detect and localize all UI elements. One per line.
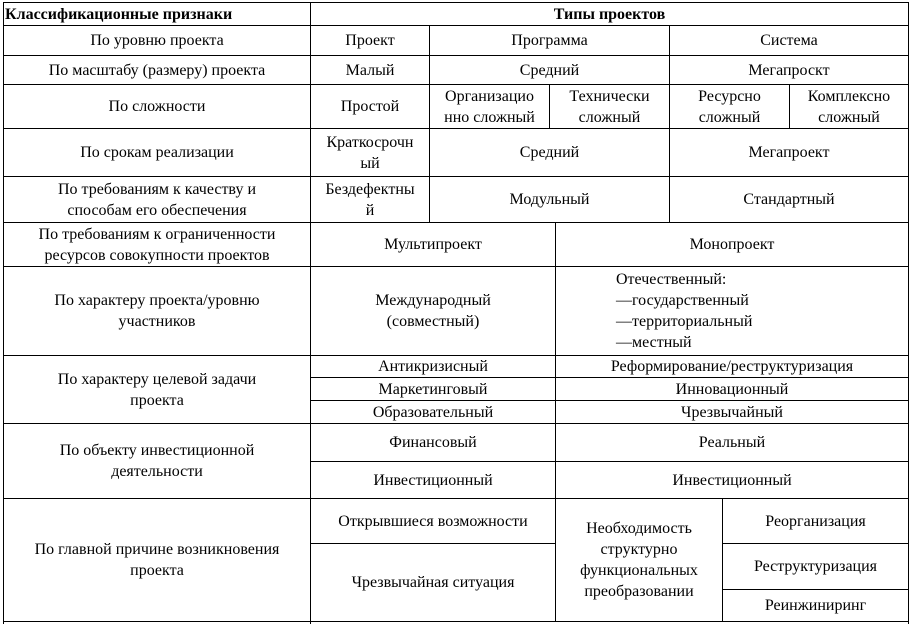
header-types: Типы проектов <box>553 5 666 23</box>
type-cell: Мегапроект <box>748 144 830 161</box>
type-cell: Международный (совместный) <box>375 292 491 330</box>
type-cell: Краткосрочн ый <box>326 133 414 172</box>
criterion-cause: По главной причине возникновения проекта <box>34 541 280 579</box>
type-cell: Реальный <box>698 434 766 451</box>
necessity-cell: Необходимость структурно функциональных преобразовании <box>580 520 698 600</box>
type-cell: Средний <box>519 144 580 161</box>
type-cell: Финансовый <box>389 434 477 451</box>
type-cell: Программа <box>511 32 588 49</box>
type-cell: Комплексно сложный <box>807 87 891 126</box>
type-cell: Отечественный: —государственный —территориальный —местный <box>616 271 753 351</box>
type-cell: Образовательный <box>372 403 494 421</box>
criterion-resources: По требованиям к ограниченности ресурсов совокупности проектов <box>38 225 276 264</box>
action-cell: Реструктуризация <box>753 558 878 575</box>
table-border <box>908 2 909 624</box>
type-cell: Система <box>760 32 818 49</box>
type-cell: Реформирование/реструктуризация <box>610 358 854 375</box>
type-cell: Антикризисный <box>378 358 488 375</box>
type-cell: Монопроект <box>689 236 775 253</box>
type-cell: Малый <box>345 61 395 79</box>
type-cell: Чрезвычайный <box>681 403 783 421</box>
type-cell: Ресурсно сложный <box>698 87 761 126</box>
row-divider <box>3 621 909 622</box>
action-cell: Реорганизация <box>765 512 866 530</box>
header-criteria: Классификационные признаки <box>5 5 233 23</box>
type-cell: Модульный <box>509 191 590 208</box>
criterion-investment: По объекту инвестиционной деятельности <box>59 442 255 480</box>
type-cell: Мультипроект <box>384 236 482 253</box>
type-cell: Инвестиционный <box>672 471 792 489</box>
criterion-level: По уровню проекта <box>90 32 224 49</box>
type-cell: Технически сложный <box>569 87 650 126</box>
type-cell: Бездефектны й <box>325 180 415 219</box>
criterion-complexity: По сложности <box>108 98 206 115</box>
type-cell: Мегапроскт <box>748 61 830 79</box>
type-cell: Простой <box>340 98 400 115</box>
type-cell: Организацио нно сложный <box>444 87 535 126</box>
type-cell: Инновационный <box>675 380 789 398</box>
type-cell: Проект <box>345 32 395 49</box>
criterion-goal: По характеру целевой задачи проекта <box>57 370 257 409</box>
type-cell: Маркетинговый <box>378 380 488 398</box>
criterion-participants: По характеру проекта/уровню участников <box>54 292 260 330</box>
reason-cell: Открывшиеся возможности <box>338 512 528 530</box>
reason-cell: Чрезвычайная ситуация <box>351 574 515 591</box>
criterion-quality: По требованиям к качеству и способам его обеспечения <box>57 180 256 219</box>
type-cell: Стандартный <box>743 191 835 208</box>
type-cell: Инвестиционный <box>373 471 493 489</box>
type-cell: Средний <box>519 61 580 79</box>
action-cell: Реинжиниринг <box>764 597 867 614</box>
criterion-duration: По срокам реализации <box>80 144 234 161</box>
criterion-scale: По масштабу (размеру) проекта <box>48 61 266 79</box>
